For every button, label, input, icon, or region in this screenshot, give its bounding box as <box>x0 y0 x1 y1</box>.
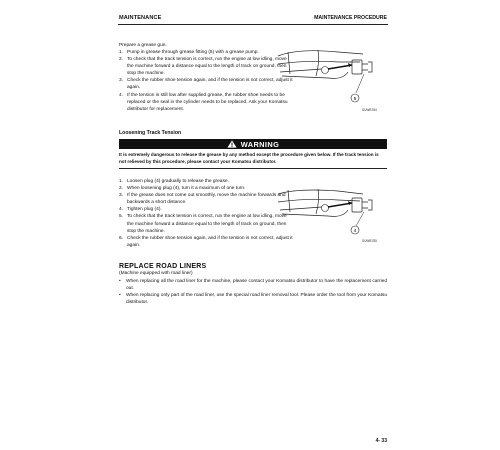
page-number: 4- 33 <box>375 438 387 444</box>
step-number: 5. <box>119 214 124 220</box>
figure-plug <box>268 182 386 247</box>
step-number: 3. <box>119 78 124 84</box>
header-rule <box>118 24 388 25</box>
step-number: 4. <box>119 207 124 213</box>
warning-triangle-icon <box>227 140 237 148</box>
figure1-code: SUWB784 <box>362 108 377 112</box>
step-number: 3. <box>119 193 124 199</box>
figure1-callout: 5 <box>353 96 357 102</box>
warning-rule <box>119 168 387 169</box>
step-text: If the tension is still low after supplied grease, the rubber shoe needs to be replaced or the seal in the cylinder needs to be replaced. Ask your Komatsu distributor for replacement. <box>127 92 288 112</box>
warning-text: It is extremely dangerous to release the grease by any method except the procedure given below. If the track tension is not relieved by this procedure, please contact your Komatsu distributor. <box>119 152 379 164</box>
step-number: 2. <box>119 186 124 192</box>
step-number: 4. <box>119 92 124 98</box>
step-number: 1. <box>119 50 124 55</box>
bullet-text: When replacing only part of the road liner, use the special road liner removal tool. Please order the tool from your Komatsu distributor. <box>126 293 387 306</box>
step-text: Pump in grease through grease fitting (5) with a grease pump. <box>127 50 259 55</box>
section-note: (Machine equipped with road liner) <box>119 271 193 276</box>
figure2-code: SUWB785 <box>362 239 377 243</box>
header-section: MAINTENANCE <box>119 15 162 21</box>
step-number: 2. <box>119 57 124 63</box>
header-subsection: MAINTENANCE PROCEDURE <box>314 15 387 21</box>
road-liner-bullets <box>119 278 387 306</box>
list-item <box>119 278 387 292</box>
intro-text: Prepare a grease gun. <box>119 43 167 48</box>
step-number: 1. <box>119 179 124 184</box>
bullet-mark: • <box>119 279 121 284</box>
warning-label: WARNING <box>240 139 280 149</box>
step-text: To check that the track tension is correct, run the engine at low idling, move the machine forward a distance equal to the length of track on ground, then stop the machine. <box>127 214 287 234</box>
figure-grease-fitting <box>268 38 386 122</box>
step-text: Check the rubber shoe tension again, and if the tension is not correct, adjust it again. <box>127 78 293 91</box>
warning-banner <box>119 139 387 149</box>
bullet-text: When replacing all the road liner for the machine, please contact your Komatsu distributor to have the replacement carried out. <box>126 279 387 292</box>
step-text: Loosen plug (4) gradually to release the grease. <box>127 179 229 184</box>
subheading-loosening: Loosening Track Tension <box>119 130 182 136</box>
figure2-callout: 4 <box>353 228 357 234</box>
list-item <box>119 292 387 306</box>
track-tensioner-plug-illustration <box>268 182 386 247</box>
step-text: Tighten plug (4). <box>127 207 162 213</box>
step-text: Check the rubber shoe tension again, and if the tension is not correct, adjust it again. <box>127 235 293 248</box>
step-text: If the grease does not come out smoothly, move the machine forwards and backwards a short distance. <box>127 193 286 206</box>
step-text: When loosening plug (4), turn it a maximum of one turn. <box>127 186 246 192</box>
bullet-mark: • <box>119 293 121 299</box>
section-title-road-liners: REPLACE ROAD LINERS <box>119 263 207 270</box>
step-text: To check that the track tension is correct, run the engine at low idling, move the machine forward a distance equal to the length of track on ground, then stop the machine. <box>127 57 287 77</box>
step-number: 6. <box>119 235 124 241</box>
